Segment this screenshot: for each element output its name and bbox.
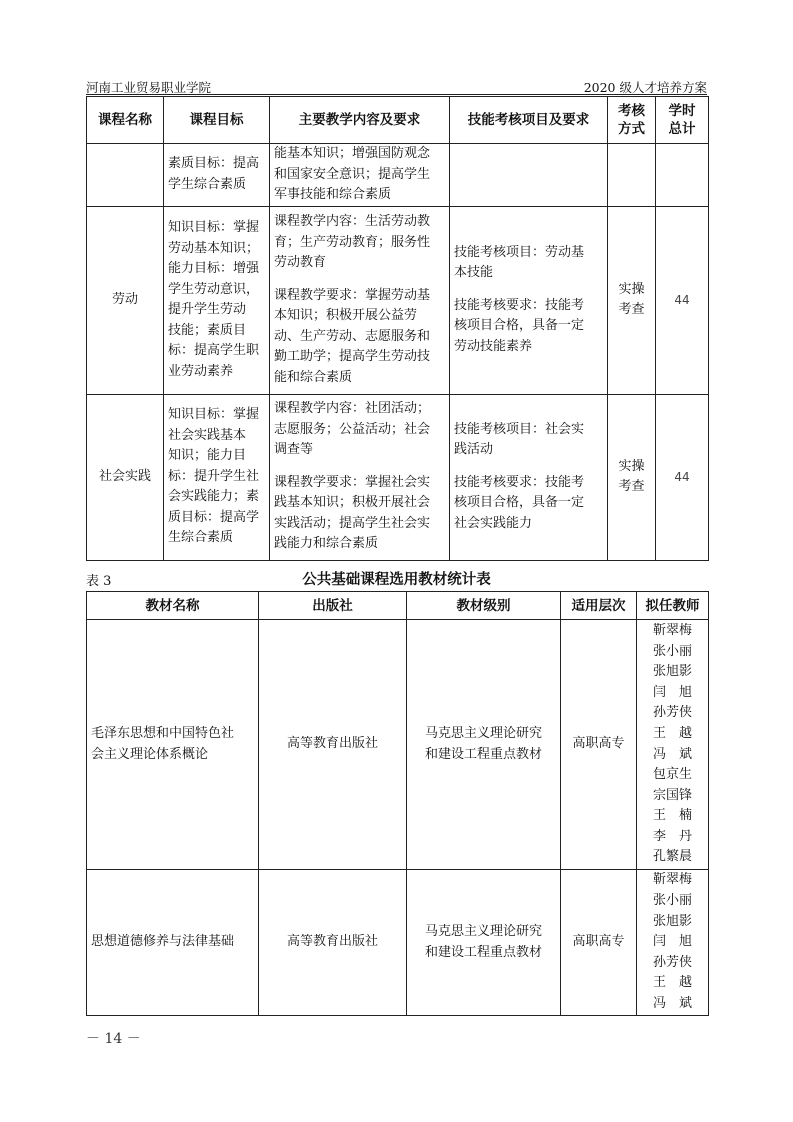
course-name: 社会实践 bbox=[87, 394, 164, 560]
course-name: 劳动 bbox=[87, 206, 164, 394]
text-line: 能基本知识；增强国防观念 bbox=[274, 146, 431, 161]
spacer bbox=[454, 284, 603, 296]
teacher-name: 李 丹 bbox=[652, 828, 692, 844]
col-header-textbook: 教材名称 bbox=[87, 592, 259, 620]
text-line: 考查 bbox=[618, 302, 645, 317]
text-line: 社会实践基本 bbox=[168, 427, 247, 443]
teacher-name: 王 越 bbox=[652, 975, 692, 991]
teacher-name: 包京生 bbox=[652, 767, 692, 783]
teacher-name: 孙芳侠 bbox=[652, 705, 692, 721]
col-header-hours bbox=[656, 97, 709, 144]
col-header-exam bbox=[608, 97, 656, 144]
teacher-name: 冯 斌 bbox=[652, 746, 692, 762]
col-header-goal: 课程目标 bbox=[164, 97, 270, 144]
table-row bbox=[87, 870, 709, 1016]
text-line: 本技能 bbox=[454, 265, 494, 281]
text-line: 生综合素质 bbox=[168, 530, 234, 546]
teacher-list bbox=[637, 620, 709, 870]
table-row bbox=[87, 144, 709, 207]
text-line: 劳动技能素养 bbox=[454, 338, 533, 354]
text-line: 考查 bbox=[618, 479, 645, 494]
course-hours bbox=[656, 144, 709, 207]
course-exam bbox=[608, 144, 656, 207]
textbook-scope: 高职高专 bbox=[561, 620, 637, 870]
col-header-name: 课程名称 bbox=[87, 97, 164, 144]
text-line: 践能力和综合素质 bbox=[274, 536, 379, 552]
teacher-list bbox=[637, 870, 709, 1016]
header-school-name: 河南工业贸易职业学院 bbox=[86, 80, 212, 95]
text-line: 知识；能力目 bbox=[168, 448, 247, 464]
text-line: 调查等 bbox=[274, 442, 314, 458]
text-line: 课程教学内容：社团活动； bbox=[274, 401, 431, 417]
course-goal bbox=[164, 206, 270, 394]
text-line: 育；生产劳动教育；服务性 bbox=[274, 234, 431, 250]
text-line: 马克思主义理论研究 bbox=[424, 924, 542, 939]
teacher-name: 闫 旭 bbox=[652, 684, 692, 700]
text-line: 社会实践能力 bbox=[454, 515, 533, 531]
col-header-scope: 适用层次 bbox=[561, 592, 637, 620]
text-line: 素质目标：提高 bbox=[168, 156, 260, 172]
page-number: － 14 － bbox=[86, 1031, 141, 1047]
textbook-name bbox=[87, 870, 259, 1016]
text-line: 标：提升学生社 bbox=[168, 468, 260, 484]
col-header-publisher: 出版社 bbox=[259, 592, 407, 620]
course-hours: 44 bbox=[656, 394, 709, 560]
exam-header-line: 考核 bbox=[618, 103, 645, 119]
header-doc-title: 2020 级人才培养方案 bbox=[583, 80, 707, 95]
course-skill bbox=[450, 144, 608, 207]
text-line: 技能；素质目 bbox=[168, 322, 247, 338]
col-header-teachers: 拟任教师 bbox=[637, 592, 709, 620]
textbook-publisher: 高等教育出版社 bbox=[259, 620, 407, 870]
table-label: 表 3 bbox=[86, 574, 112, 589]
teacher-name: 王 越 bbox=[652, 725, 692, 741]
spacer bbox=[274, 274, 445, 286]
teacher-name: 张旭影 bbox=[652, 913, 692, 929]
text-line: 动、生产劳动、志愿服务和 bbox=[274, 328, 431, 344]
course-table bbox=[86, 96, 709, 561]
text-line: 学生综合素质 bbox=[168, 176, 247, 192]
text-line: 知识目标：掌握 bbox=[168, 220, 260, 235]
col-header-skill: 技能考核项目及要求 bbox=[450, 97, 608, 144]
text-line: 课程教学内容：生活劳动教 bbox=[274, 214, 431, 229]
text-line: 思想道德修养与法律基础 bbox=[91, 934, 235, 950]
text-line: 劳动基本知识； bbox=[168, 240, 260, 256]
text-line: 和国家安全意识；提高学生 bbox=[274, 166, 431, 182]
text-line: 军事技能和综合素质 bbox=[274, 187, 392, 202]
text-line: 业劳动素养 bbox=[168, 363, 234, 379]
table-row bbox=[87, 620, 709, 870]
text-line: 知识目标：掌握 bbox=[168, 407, 260, 423]
course-name bbox=[87, 144, 164, 207]
text-line: 劳动教育 bbox=[274, 255, 327, 270]
spacer bbox=[274, 461, 445, 473]
text-line: 提升学生劳动 bbox=[168, 302, 247, 317]
course-goal bbox=[164, 144, 270, 207]
course-content bbox=[270, 394, 450, 560]
text-line: 核项目合格，具备一定 bbox=[454, 495, 585, 511]
text-line: 志愿服务；公益活动；社会 bbox=[274, 421, 431, 437]
textbook-level bbox=[407, 870, 561, 1016]
text-line: 和建设工程重点教材 bbox=[424, 746, 542, 762]
text-line: 践活动 bbox=[454, 442, 494, 458]
teacher-name: 张小丽 bbox=[652, 643, 692, 659]
textbook-level bbox=[407, 620, 561, 870]
teacher-name: 王 楠 bbox=[652, 808, 692, 824]
text-line: 课程教学要求：掌握劳动基 bbox=[274, 287, 431, 303]
course-content bbox=[270, 144, 450, 207]
teacher-name: 冯 斌 bbox=[652, 995, 692, 1011]
text-line: 技能考核项目：劳动基 bbox=[454, 244, 585, 260]
text-line: 质目标：提高学 bbox=[168, 509, 260, 525]
course-goal bbox=[164, 394, 270, 560]
text-line: 和建设工程重点教材 bbox=[424, 944, 542, 960]
text-line: 技能考核项目：社会实 bbox=[454, 421, 585, 437]
text-line: 马克思主义理论研究 bbox=[424, 726, 542, 741]
text-line: 课程教学要求：掌握社会实 bbox=[274, 474, 431, 490]
teacher-name: 靳翠梅 bbox=[652, 872, 692, 888]
text-line: 实操 bbox=[618, 458, 645, 474]
teacher-name: 宗国锋 bbox=[652, 787, 692, 803]
course-exam bbox=[608, 206, 656, 394]
table-row bbox=[87, 394, 709, 560]
text-line: 会实践能力；素 bbox=[168, 489, 260, 505]
course-hours: 44 bbox=[656, 206, 709, 394]
text-line: 核项目合格，具备一定 bbox=[454, 318, 585, 334]
hours-header-line: 学时 bbox=[668, 103, 696, 119]
textbook-name bbox=[87, 620, 259, 870]
course-exam bbox=[608, 394, 656, 560]
text-line: 实操 bbox=[618, 281, 645, 297]
text-line: 实践活动；提高学生社会实 bbox=[274, 515, 431, 531]
text-line: 能和综合素质 bbox=[274, 369, 353, 385]
text-line: 本知识；积极开展公益劳 bbox=[274, 308, 418, 323]
hours-header-line: 总计 bbox=[668, 121, 696, 137]
course-skill bbox=[450, 394, 608, 560]
table-row bbox=[87, 206, 709, 394]
teacher-name: 孙芳侠 bbox=[652, 954, 692, 970]
col-header-level: 教材级别 bbox=[407, 592, 561, 620]
spacer bbox=[454, 461, 603, 473]
text-line: 标：提高学生职 bbox=[168, 343, 260, 358]
text-line: 勤工助学；提高学生劳动技 bbox=[274, 349, 431, 364]
exam-header-line: 方式 bbox=[618, 121, 645, 137]
col-header-content: 主要教学内容及要求 bbox=[270, 97, 450, 144]
textbook-publisher: 高等教育出版社 bbox=[259, 870, 407, 1016]
header-divider bbox=[86, 94, 707, 95]
textbook-table bbox=[86, 591, 709, 1016]
text-line: 学生劳动意识， bbox=[168, 281, 260, 297]
teacher-name: 张小丽 bbox=[652, 893, 692, 909]
text-line: 技能考核要求：技能考 bbox=[454, 297, 585, 313]
text-line: 毛泽东思想和中国特色社 bbox=[91, 726, 235, 741]
teacher-name: 张旭影 bbox=[652, 664, 692, 680]
course-skill bbox=[450, 206, 608, 394]
course-content bbox=[270, 206, 450, 394]
teacher-name: 靳翠梅 bbox=[652, 622, 692, 638]
teacher-name: 闫 旭 bbox=[652, 934, 692, 950]
text-line: 践基本知识；积极开展社会 bbox=[274, 495, 431, 511]
textbook-scope: 高职高专 bbox=[561, 870, 637, 1016]
text-line: 会主义理论体系概论 bbox=[91, 746, 209, 762]
table-title: 公共基础课程选用教材统计表 bbox=[302, 572, 491, 588]
teacher-name: 孔繁晨 bbox=[652, 849, 692, 865]
text-line: 技能考核要求：技能考 bbox=[454, 474, 585, 490]
text-line: 能力目标：增强 bbox=[168, 261, 260, 276]
